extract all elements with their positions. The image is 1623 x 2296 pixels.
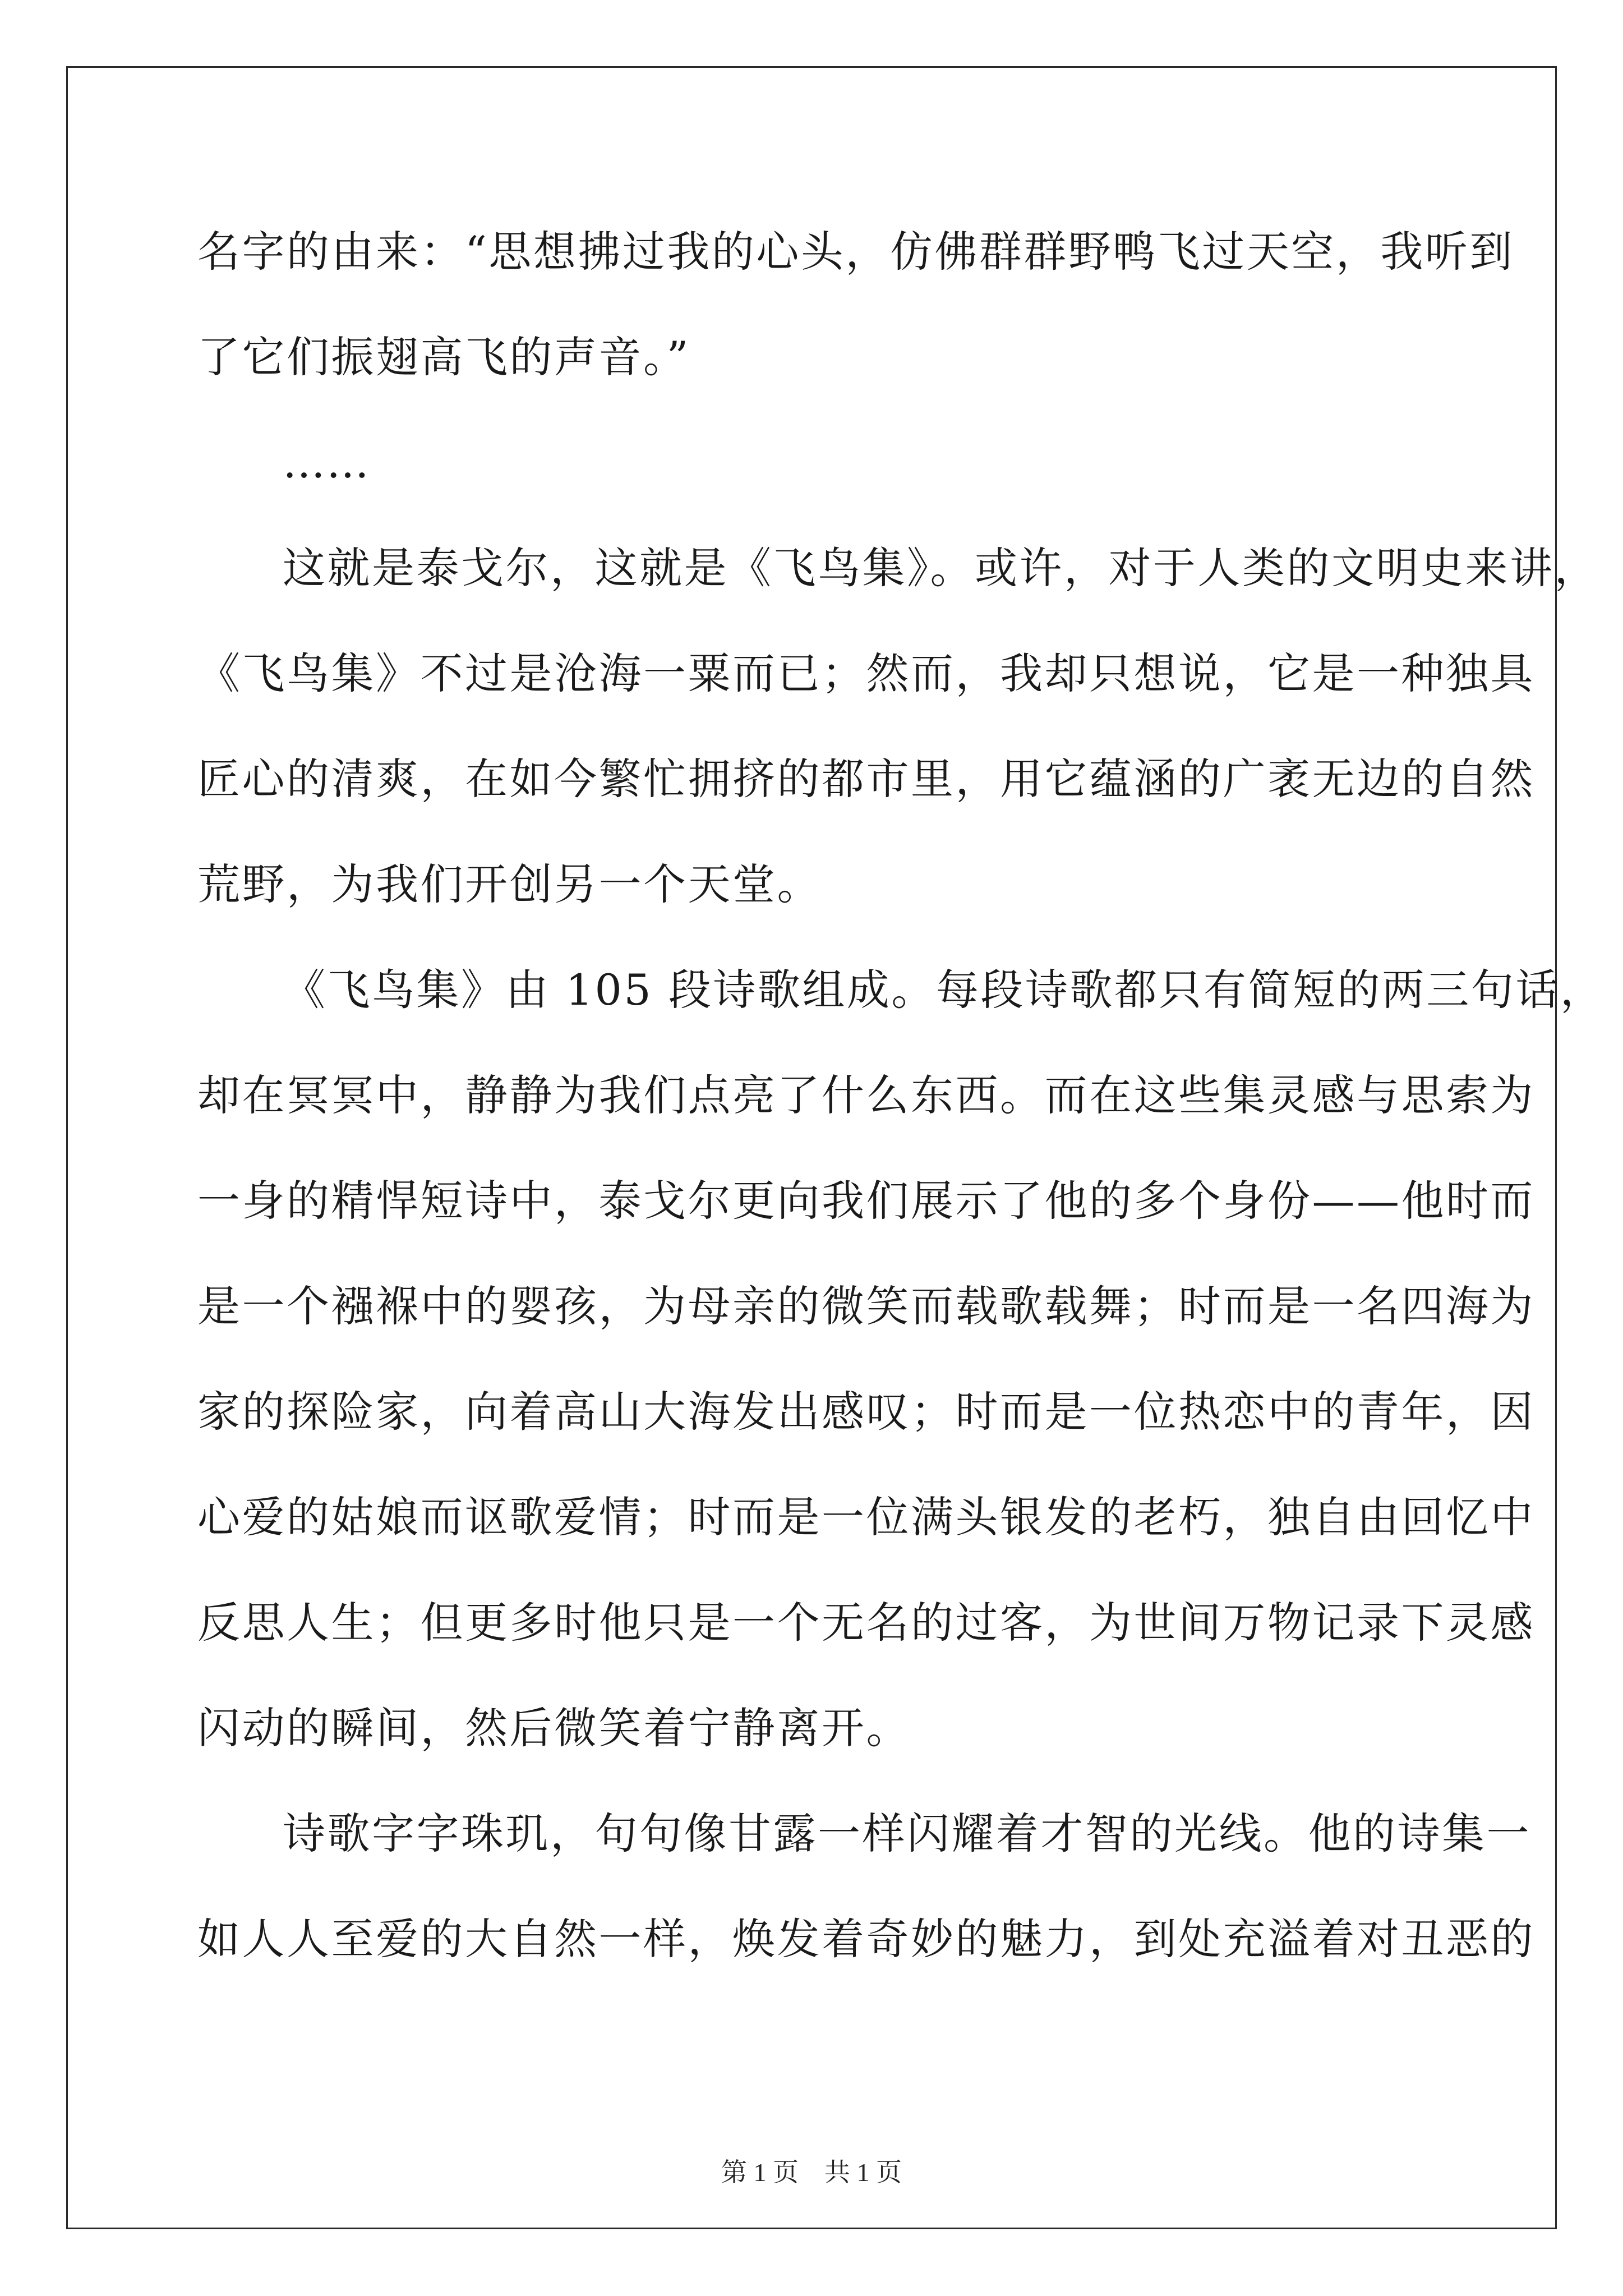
text-line: 反思人生；但更多时他只是一个无名的过客，为世间万物记录下灵感: [197, 1598, 1535, 1648]
text-line: 这就是泰戈尔，这就是《飞鸟集》。或许，对于人类的文明史来讲，: [283, 543, 1599, 593]
text-line: 如人人至爱的大自然一样，焕发着奇妙的魅力，到处充溢着对丑恶的: [197, 1914, 1535, 1964]
text-line: 家的探险家，向着高山大海发出感叹；时而是一位热恋中的青年，因: [197, 1387, 1535, 1437]
text-line: 是一个襁褓中的婴孩，为母亲的微笑而载歌载舞；时而是一名四海为: [197, 1281, 1535, 1331]
document-body: [197, 199, 1605, 1992]
text-line: 诗歌字字珠玑，句句像甘露一样闪耀着才智的光线。他的诗集一: [283, 1809, 1531, 1858]
page-number-footer: 第 1 页 共 1 页: [721, 2158, 902, 2187]
text-line: 《飞鸟集》由 105 段诗歌组成。每段诗歌都只有简短的两三句话，: [283, 965, 1605, 1015]
text-line: 却在冥冥中，静静为我们点亮了什么东西。而在这些集灵感与思索为: [197, 1070, 1535, 1120]
text-line: 荒野，为我们开创另一个天堂。: [197, 859, 822, 909]
text-line: 闪动的瞬间，然后微笑着宁静离开。: [197, 1703, 911, 1753]
text-line: 匠心的清爽，在如今繁忙拥挤的都市里，用它蕴涵的广袤无边的自然: [197, 754, 1535, 804]
ellipsis-line: ……: [283, 438, 370, 487]
text-line: 名字的由来：“思想拂过我的心头，仿佛群群野鸭飞过天空，我听到: [197, 227, 1514, 277]
text-line: 了它们振翅高飞的声音。”: [197, 332, 690, 382]
text-line: 《飞鸟集》不过是沧海一粟而已；然而，我却只想说，它是一种独具: [197, 648, 1535, 698]
text-line: 心爱的姑娘而讴歌爱情；时而是一位满头银发的老朽，独自由回忆中: [197, 1492, 1535, 1542]
text-line: 一身的精悍短诗中，泰戈尔更向我们展示了他的多个身份——他时而: [197, 1176, 1535, 1226]
